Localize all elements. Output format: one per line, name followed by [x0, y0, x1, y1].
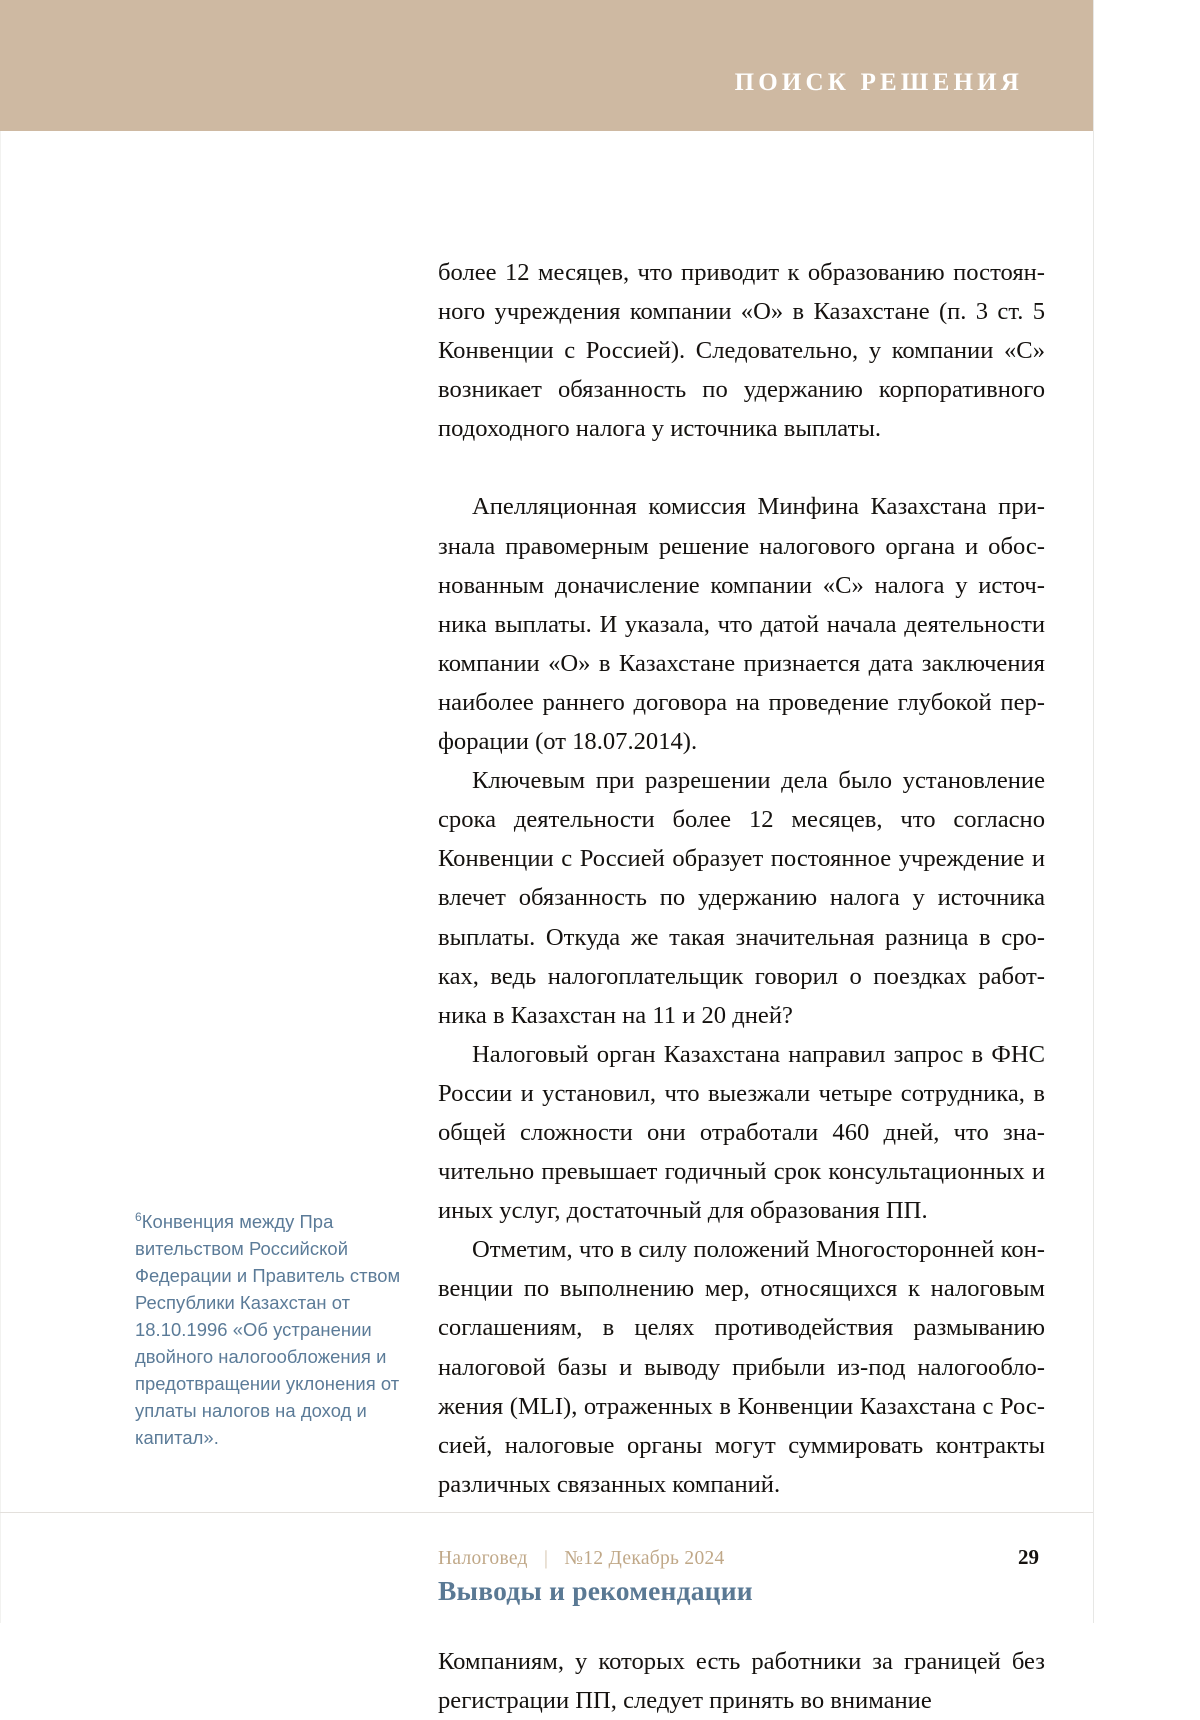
footnote-text: Конвенция между Пра вительством Российской Федерации и Правитель ством Республики Казахстан от 18.10.1996 «Об устранении двойного налогообложения и предотвращении уклонения от уплаты налогов на доход и капитал».: [135, 1211, 401, 1449]
margin-notes-column: [135, 131, 425, 1623]
running-header-title: ПОИСК РЕШЕНИЯ: [734, 69, 1023, 96]
footer-journal-name: Налоговед: [438, 1548, 528, 1569]
body-paragraph-1: более 12 месяцев, что приводит к образованию постоянного учреждения компании «О» в Казахстане (п. 3 ст. 5 Конвенции с Россией). Следовательно, у компании «С» возникает обязанность по удержанию корпоративного подоходного налога у источника выплаты.: [438, 259, 1045, 443]
body-column: [438, 131, 1045, 1720]
footnote-marker: 6: [135, 1209, 142, 1224]
page-content: [0, 131, 1093, 1714]
page-number: 29: [1018, 1545, 1039, 1569]
footer-separator: |: [543, 1548, 549, 1569]
body-paragraph-3: Ключевым при разрешении дела было установление срока деятельности более 12 месяцев, что согласно Конвенции с Россией образует постоянное учреждение и влечет обязанность по удержанию налога у источника выплаты. Откуда же такая значительная разница в сроках, ведь налогоплательщик говорил о поездках работника в Казахстан на 11 и 20 дней?: [438, 767, 1045, 1029]
page-right-rule: [1093, 0, 1094, 1623]
body-paragraph-4: Налоговый орган Казахстана направил запрос в ФНС России и установил, что выезжали четыре сотрудника, в общей сложности они отработали 460 дней, что значительно превышает годичный срок консультационных и иных услуг, достаточный для образования ПП.: [438, 1040, 1045, 1225]
body-paragraph-closing: Компаниям, у которых есть работники за границей без регистрации ПП, следует принять во внимание: [438, 1647, 1045, 1714]
body-paragraph-2: Апелляционная комиссия Минфина Казахстана признала правомерным решение налогового органа и обоснованным доначисление компании «С» налога у источника выплаты. И указала, что датой начала деятельности компании «О» в Казахстане признается дата заключения наиболее раннего договора на проведение глубокой перфорации (от 18.07.2014).: [438, 493, 1045, 756]
running-header-band: [0, 0, 1093, 131]
section-heading-conclusions: Выводы и рекомендации: [438, 1574, 753, 1606]
footer-imprint: [438, 1548, 1045, 1570]
footer-issue: №12 Декабрь 2024: [564, 1548, 725, 1569]
body-paragraph-5: Отметим, что в силу положений Многосторонней конвенции по выполнению мер, относящихся к налоговым соглашениям, в целях противодействия размыванию налоговой базы и выводу прибыли из-под налогообложения (MLI), отраженных в Конвенции Казахстана с Россией, налоговые органы могут суммировать контракты различных связанных компаний.: [438, 1236, 1045, 1498]
footnote-6: [135, 1208, 425, 1451]
footer-divider: [0, 1512, 1093, 1513]
